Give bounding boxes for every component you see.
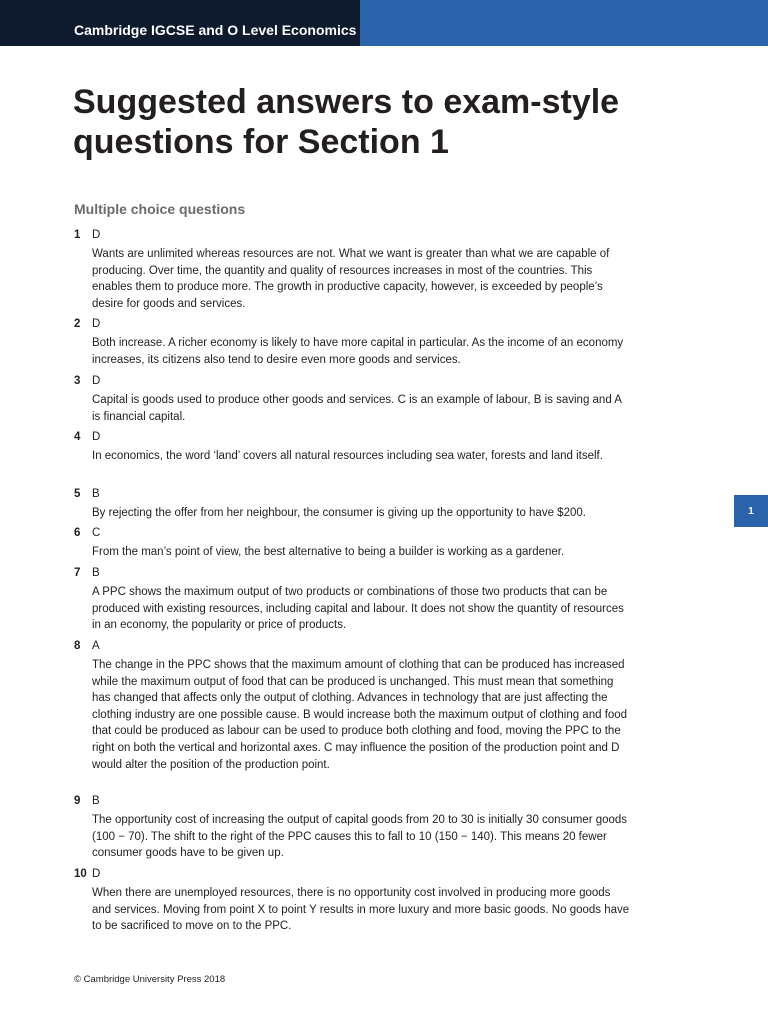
answer-letter: D	[92, 868, 101, 880]
answer-letter: B	[92, 795, 100, 807]
answer-explanation: From the man’s point of view, the best alternative to being a builder is working as a gardener.	[92, 546, 565, 558]
question-number: 2	[74, 318, 81, 330]
question-number: 5	[74, 488, 81, 500]
page-title: Suggested answers to exam-style questions for Section 1	[73, 83, 620, 161]
answer-letter: D	[92, 229, 101, 241]
answer-explanation: The opportunity cost of increasing the output of capital goods from 20 to 30 is initially 30 consumer goods (100 − 70). The shift to the right of the PPC causes this to fall to 10 (150 − 140). This means 20 fewer consumer goods have to be given up.	[92, 814, 628, 860]
answer-explanation: A PPC shows the maximum output of two products or combinations of those two products that can be produced with existing resources, including capital and labour. It does not show the quantity of resources in an economy, the popularity or price of products.	[92, 586, 624, 632]
answer-explanation: When there are unemployed resources, there is no opportunity cost involved in producing more goods and services. Moving from point X to point Y results in more luxury and more basic goods. No goods have to be sacrificed to move on to the PPC.	[92, 887, 630, 933]
answer-letter: D	[92, 375, 101, 387]
section-heading: Multiple choice questions	[74, 201, 246, 217]
question-number: 6	[74, 527, 81, 539]
answer-letter: B	[92, 488, 100, 500]
answer-letter: D	[92, 431, 101, 443]
header-accent-bar	[360, 0, 768, 46]
answer-letter: D	[92, 318, 101, 330]
question-number: 4	[74, 431, 81, 443]
answer-explanation: By rejecting the offer from her neighbour, the consumer is giving up the opportunity to have $200.	[92, 507, 586, 519]
answer-letter: C	[92, 527, 101, 539]
answer-explanation: The change in the PPC shows that the maximum amount of clothing that can be produced has increased while the maximum output of food that can be produced is unchanged. This must mean that something has changed that affects only the output of clothing. Advances in technology that are just affecting the clothing industry are one possible cause. B would increase both the maximum output of clothing and food that could be produced as labour can be used to produce both clothing and food, moving the PPC to the right on both the vertical and horizontal axes. C may influence the position of the production point and D would alter the position of the production point.	[92, 659, 628, 771]
answer-explanation: In economics, the word ‘land’ covers all natural resources including sea water, forests and land itself.	[92, 450, 603, 462]
question-number: 7	[74, 567, 81, 579]
question-number: 3	[74, 375, 81, 387]
answer-explanation: Capital is goods used to produce other goods and services. C is an example of labour, B is saving and A is financial capital.	[92, 394, 622, 423]
answer-explanation: Both increase. A richer economy is likely to have more capital in particular. As the income of an economy increases, its citizens also tend to desire even more goods and services.	[92, 337, 624, 366]
question-number: 8	[74, 640, 81, 652]
answer-letter: A	[92, 640, 100, 652]
section-number-tab: 1	[734, 495, 768, 527]
answer-explanation: Wants are unlimited whereas resources are not. What we want is greater than what we are capable of producing. Over time, the quantity and quality of resources increases in most of the countries. This enables them to produce more. The growth in productive capacity, however, is exceeded by people’s desire for goods and services.	[92, 248, 610, 310]
question-number: 10	[74, 868, 87, 880]
copyright-footer: © Cambridge University Press 2018	[74, 974, 226, 985]
question-number: 1	[74, 229, 81, 241]
answer-letter: B	[92, 567, 100, 579]
question-number: 9	[74, 795, 81, 807]
book-title: Cambridge IGCSE and O Level Economics	[74, 22, 357, 38]
